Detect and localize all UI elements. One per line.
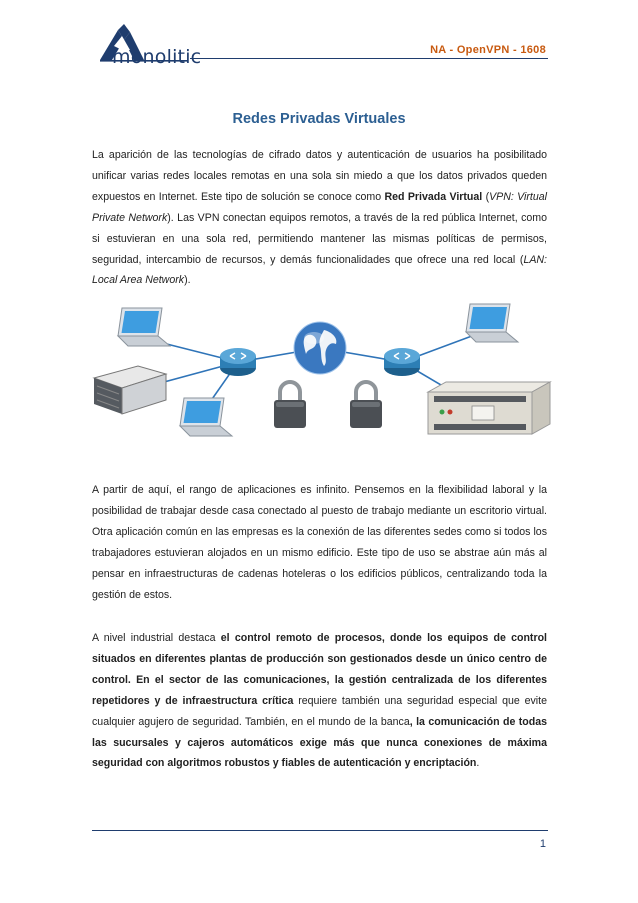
applications-paragraph — [92, 480, 547, 605]
server-icon — [94, 366, 166, 414]
globe-icon — [294, 322, 346, 374]
text-run: A partir de aquí, el rango de aplicaciones es infinito. Pensemos en la flexibilidad laboral y la posibilidad de trabajar desde casa conectado al puesto de trabajo mediante un escritorio virtual. Otra aplicación común en las empresas es la conexión de las diferentes sedes como si todos los trabajadores estuvieran alojados en un mismo edificio. Este tipo de uso se abstrae aún más al pensar en infraestructuras de cadenas hoteleras o los edificios públicos, centralizando toda la gestión de estos. — [92, 484, 547, 601]
text-run: ( — [482, 190, 490, 203]
vpn-network-diagram — [88, 300, 552, 462]
router-icon — [384, 348, 420, 376]
text-run: requiere también una seguridad especial que evite cualquier agujero de seguridad. También, en el mundo de la banca — [92, 694, 547, 728]
company-logo — [94, 22, 202, 68]
laptop-icon — [118, 308, 170, 346]
text-run: LAN: Local Area Network — [92, 253, 547, 287]
document-title: Redes Privadas Virtuales — [232, 111, 406, 127]
text-run: . — [476, 757, 480, 770]
plc-controller-icon — [428, 382, 550, 434]
page-number: 1 — [539, 838, 546, 850]
text-run: La aparición de las tecnologías de cifrado datos y autenticación de usuarios ha posibilitado unificar varias redes locales remotas en una sola sin miedo a que los datos privados queden expuestos en Internet. Este tipo de solución se conoce como — [92, 149, 547, 203]
text-run: el control remoto de procesos, donde los equipos de control situados en diferentes plantas de producción son gestionados desde un único centro de control. En el sector de las comunicaciones, la gestión centralizada de los diferentes repetidores y de infraestructura crítica — [92, 632, 547, 707]
padlock-icon — [350, 382, 382, 428]
laptop-icon — [466, 304, 518, 342]
padlock-icon — [274, 382, 306, 428]
footer-rule — [92, 830, 548, 831]
laptop-icon — [180, 398, 232, 436]
industrial-paragraph — [92, 628, 547, 774]
text-run: VPN: Virtual Private Network — [92, 190, 548, 224]
text-run: Red Privada Virtual — [384, 190, 483, 203]
router-icon — [220, 348, 256, 376]
text-run: ). Las VPN conectan equipos remotos, a través de la red pública Internet, como si estuvieran en una sola red, permitiendo mantener las mismas políticas de permisos, seguridad, intercambio de recursos, y demás funcionalidades que ofrece una red local ( — [92, 211, 547, 266]
intro-paragraph — [92, 145, 547, 291]
document-code: NA - OpenVPN - 1608 — [430, 44, 546, 56]
header-rule — [190, 58, 548, 59]
logo-text: monolitic — [112, 46, 202, 68]
page-header — [0, 0, 638, 80]
text-run: , la comunicación de todas las sucursales y cajeros automáticos exige más que nunca conexiones de máxima seguridad con algoritmos robustos y fiables de autenticación y encriptación — [92, 715, 547, 770]
text-run: ). — [184, 274, 191, 287]
text-run: A nivel industrial destaca — [92, 632, 221, 644]
